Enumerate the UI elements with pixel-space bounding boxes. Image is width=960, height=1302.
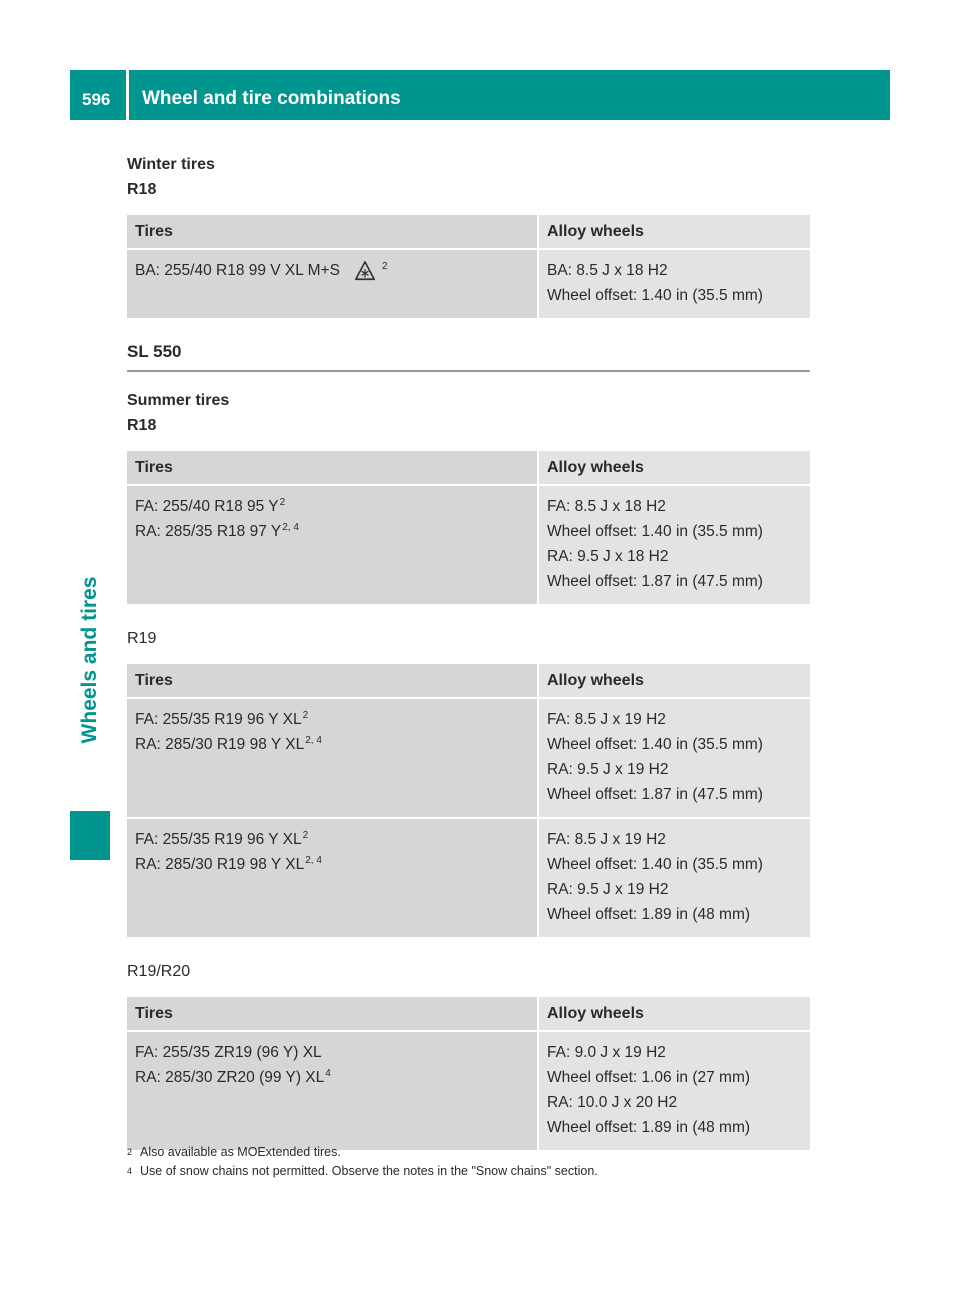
page-title: Wheel and tire combinations: [142, 88, 401, 109]
wheels-cell: [539, 1032, 810, 1150]
col-header-tires: Tires: [127, 215, 539, 250]
footnote-ref: 2, 4: [305, 735, 322, 746]
tire-spec: BA: 255/40 R18 99 V XL M+S: [135, 262, 340, 279]
footnote: [127, 1143, 827, 1162]
wheel-offset: Wheel offset: 1.89 in (48 mm): [547, 906, 751, 923]
rear-tire-spec: [135, 1065, 529, 1090]
footnote-number: 4: [127, 1166, 133, 1176]
winter-tires-heading: Winter tires: [127, 156, 215, 173]
summer-tires-heading: Summer tires: [127, 392, 230, 409]
table-row: [127, 250, 810, 318]
front-tire-spec: [135, 1040, 529, 1065]
table-row: [127, 819, 810, 937]
wheel-offset: Wheel offset: 1.87 in (47.5 mm): [547, 786, 763, 803]
col-header-tires: Tires: [127, 451, 539, 486]
table-row: [127, 699, 810, 819]
page-header: [70, 70, 890, 120]
tires-cell: [127, 250, 539, 318]
side-tab-marker: [70, 811, 110, 860]
tire-spec-text: RA: 285/30 R19 98 Y XL: [135, 856, 305, 873]
footnote-ref: 2: [302, 710, 309, 721]
footnote-text: Also available as MOExtended tires.: [140, 1145, 341, 1159]
tire-spec-text: FA: 255/35 R19 96 Y XL: [135, 711, 302, 728]
wheel-spec: FA: 8.5 J x 18 H2: [547, 498, 666, 515]
r19-r20-size-label: R19/R20: [127, 963, 191, 980]
col-header-alloy-wheels: Alloy wheels: [539, 664, 810, 699]
footnote-ref: 2: [279, 497, 286, 508]
tire-spec-text: RA: 285/30 ZR20 (99 Y) XL: [135, 1069, 325, 1086]
header-divider: [126, 70, 129, 120]
tires-cell: [127, 819, 539, 937]
wheel-spec: RA: 9.5 J x 18 H2: [547, 548, 669, 565]
tire-spec-text: RA: 285/30 R19 98 Y XL: [135, 736, 305, 753]
winter-size-label: R18: [127, 181, 157, 198]
tire-spec-text: FA: 255/35 R19 96 Y XL: [135, 831, 302, 848]
wheel-spec: FA: 8.5 J x 19 H2: [547, 831, 666, 848]
model-section-title: SL 550: [127, 340, 810, 372]
r18-tire-table: [127, 451, 810, 604]
tire-spec-text: FA: 255/35 ZR19 (96 Y) XL: [135, 1044, 322, 1061]
wheels-cell: [539, 250, 810, 318]
wheel-offset: Wheel offset: 1.89 in (48 mm): [547, 1119, 751, 1136]
rear-tire-spec: [135, 852, 529, 877]
wheels-cell: [539, 819, 810, 937]
wheel-spec: FA: 9.0 J x 19 H2: [547, 1044, 666, 1061]
tires-cell: [127, 486, 539, 604]
col-header-tires: Tires: [127, 997, 539, 1032]
col-header-tires: Tires: [127, 664, 539, 699]
wheel-offset: Wheel offset: 1.40 in (35.5 mm): [547, 287, 763, 304]
footnote-ref: 2: [381, 261, 388, 272]
table-row: [127, 486, 810, 604]
r19-r20-tire-table: [127, 997, 810, 1150]
footnotes: [127, 1143, 827, 1181]
col-header-alloy-wheels: Alloy wheels: [539, 451, 810, 486]
front-tire-spec: [135, 494, 529, 519]
r19-size-label: R19: [127, 630, 157, 647]
tire-spec-text: RA: 285/35 R18 97 Y: [135, 523, 282, 540]
wheel-spec: FA: 8.5 J x 19 H2: [547, 711, 666, 728]
footnote-ref: 2, 4: [282, 522, 299, 533]
wheel-offset: Wheel offset: 1.40 in (35.5 mm): [547, 736, 763, 753]
wheel-offset: Wheel offset: 1.40 in (35.5 mm): [547, 856, 763, 873]
side-tab-label: Wheels and tires: [78, 576, 101, 744]
tire-spec-text: FA: 255/40 R18 95 Y: [135, 498, 279, 515]
page-content: [127, 152, 810, 1172]
footnote-text: Use of snow chains not permitted. Observe the notes in the "Snow chains" section.: [140, 1164, 598, 1178]
rear-tire-spec: [135, 732, 529, 757]
footnote-ref: 2: [302, 830, 309, 841]
footnote-number: 2: [127, 1147, 133, 1157]
footnote-ref: 4: [325, 1068, 331, 1079]
wheels-cell: [539, 486, 810, 604]
table-row: [127, 1032, 810, 1150]
winter-tire-table: [127, 215, 810, 318]
col-header-alloy-wheels: Alloy wheels: [539, 997, 810, 1032]
r19-tire-table: [127, 664, 810, 937]
front-tire-spec: [135, 827, 529, 852]
wheel-spec: BA: 8.5 J x 18 H2: [547, 262, 668, 279]
wheel-spec: RA: 9.5 J x 19 H2: [547, 881, 669, 898]
snowflake-mountain-icon: [354, 260, 376, 282]
wheel-offset: Wheel offset: 1.87 in (47.5 mm): [547, 573, 763, 590]
side-section-tab: [70, 520, 110, 800]
front-tire-spec: [135, 707, 529, 732]
footnote: [127, 1162, 827, 1181]
col-header-alloy-wheels: Alloy wheels: [539, 215, 810, 250]
tires-cell: [127, 1032, 539, 1150]
wheel-offset: Wheel offset: 1.40 in (35.5 mm): [547, 523, 763, 540]
rear-tire-spec: [135, 519, 529, 544]
wheel-spec: RA: 10.0 J x 20 H2: [547, 1094, 678, 1111]
footnote-ref: 2, 4: [305, 855, 322, 866]
wheels-cell: [539, 699, 810, 819]
tires-cell: [127, 699, 539, 819]
page-number: 596: [82, 90, 111, 109]
wheel-spec: RA: 9.5 J x 19 H2: [547, 761, 669, 778]
r18-size-label: R18: [127, 417, 157, 434]
wheel-offset: Wheel offset: 1.06 in (27 mm): [547, 1069, 751, 1086]
